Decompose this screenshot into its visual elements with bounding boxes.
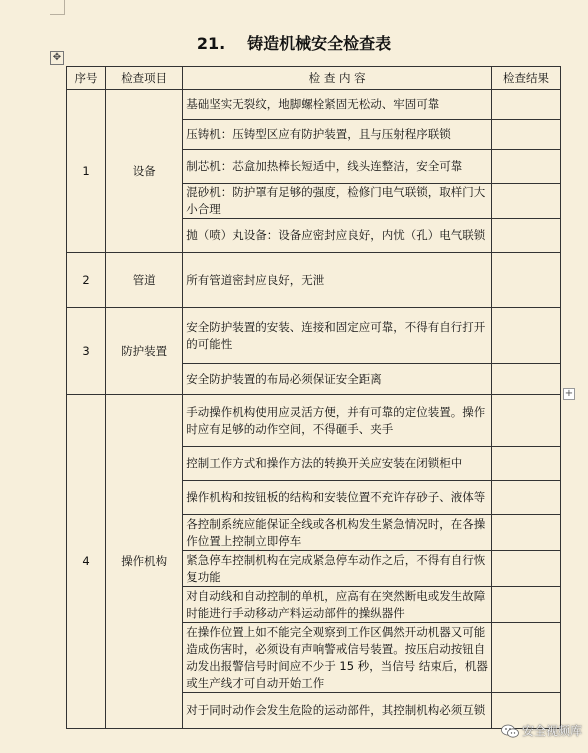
content-cell[interactable]: 基础坚实无裂纹，地脚螺栓紧固无松动、牢固可靠 [183,90,492,120]
result-cell[interactable] [492,551,561,587]
result-cell[interactable] [492,587,561,623]
content-cell[interactable]: 在操作位置上如不能完全观察到工作区偶然开动机器又可能造成伤害时，必须设有声响警戒信号装置。按压启动按钮自动发出报警信号时间应不少于 15 秒，当信号 结束后，机器或生产线才可自动开始工作 [183,623,492,693]
content-cell[interactable]: 各控制系统应能保证全线或各机构发生紧急情况时，在各操作位置上控制立即停车 [183,515,492,551]
item-cell: 操作机构 [106,395,183,729]
table-row [67,90,561,120]
content-cell[interactable]: 制芯机：芯盒加热棒长短适中，线头连整洁，安全可靠 [183,150,492,184]
content-cell[interactable]: 对于同时动作会发生危险的运动部件，其控制机构必须互锁 [183,693,492,729]
result-cell[interactable] [492,219,561,253]
header-row [67,67,561,90]
add-row-handle[interactable]: + [564,388,574,399]
header-content: 检 查 内 容 [183,67,492,90]
header-seq: 序号 [67,67,106,90]
content-cell[interactable]: 安全防护装置的安装、连接和固定应可靠，不得有自行打开的可能性 [183,308,492,364]
result-cell[interactable] [492,481,561,515]
chat-bubbles-icon [501,724,519,738]
result-cell[interactable] [492,623,561,693]
result-cell[interactable] [492,395,561,447]
seq-cell: 4 [67,395,106,729]
header-item: 检查项目 [106,67,183,90]
item-cell: 防护装置 [106,308,183,395]
result-cell[interactable] [492,364,561,395]
seq-cell: 2 [67,253,106,308]
result-cell[interactable] [492,515,561,551]
seq-cell: 3 [67,308,106,395]
result-cell[interactable] [492,308,561,364]
content-cell[interactable]: 操作机构和按钮板的结构和安装位置不充许存砂子、液体等 [183,481,492,515]
item-cell: 管道 [106,253,183,308]
content-cell[interactable]: 所有管道密封应良好，无泄 [183,253,492,308]
seq-cell: 1 [67,90,106,253]
title-number: 21. [196,34,226,53]
result-cell[interactable] [492,150,561,184]
table-row [67,253,561,308]
item-cell: 设备 [106,90,183,253]
margin-mark-top-left-vertical [64,0,65,14]
content-cell[interactable]: 手动操作机构使用应灵活方便，并有可靠的定位装置。操作时应有足够的动作空间，不得砸手、夹手 [183,395,492,447]
header-result: 检查结果 [492,67,561,90]
content-cell[interactable]: 对自动线和自动控制的单机，应高有在突然断电或发生故障时能进行手动移动产料运动部件的操纵器件 [183,587,492,623]
table-row [67,395,561,447]
table-move-handle[interactable]: ✥ [50,51,64,65]
content-cell[interactable]: 紧急停车控制机构在完成紧急停车动作之后，不得有自行恢复功能 [183,551,492,587]
content-cell[interactable]: 安全防护装置的布局必须保证安全距离 [183,364,492,395]
content-cell[interactable]: 抛（喷）丸设备：设备应密封应良好，内忧（孔）电气联锁 [183,219,492,253]
title-text: 铸造机械安全检查表 [247,34,392,53]
watermark [501,722,582,739]
inspection-table [66,66,561,729]
result-cell[interactable] [492,447,561,481]
content-cell[interactable]: 控制工作方式和操作方法的转换开关应安装在闭锁柜中 [183,447,492,481]
content-cell[interactable]: 混砂机：防护罩有足够的强度，检修门电气联锁，取样门大小合理 [183,184,492,219]
page-title [0,31,588,54]
result-cell[interactable] [492,90,561,120]
result-cell[interactable] [492,120,561,150]
result-cell[interactable] [492,253,561,308]
watermark-text: 安全视频库 [521,724,582,738]
content-cell[interactable]: 压铸机：压铸型区应有防护装置，且与压射程序联锁 [183,120,492,150]
margin-mark-top-left-horizontal [50,14,65,15]
table-row [67,308,561,364]
result-cell[interactable] [492,184,561,219]
